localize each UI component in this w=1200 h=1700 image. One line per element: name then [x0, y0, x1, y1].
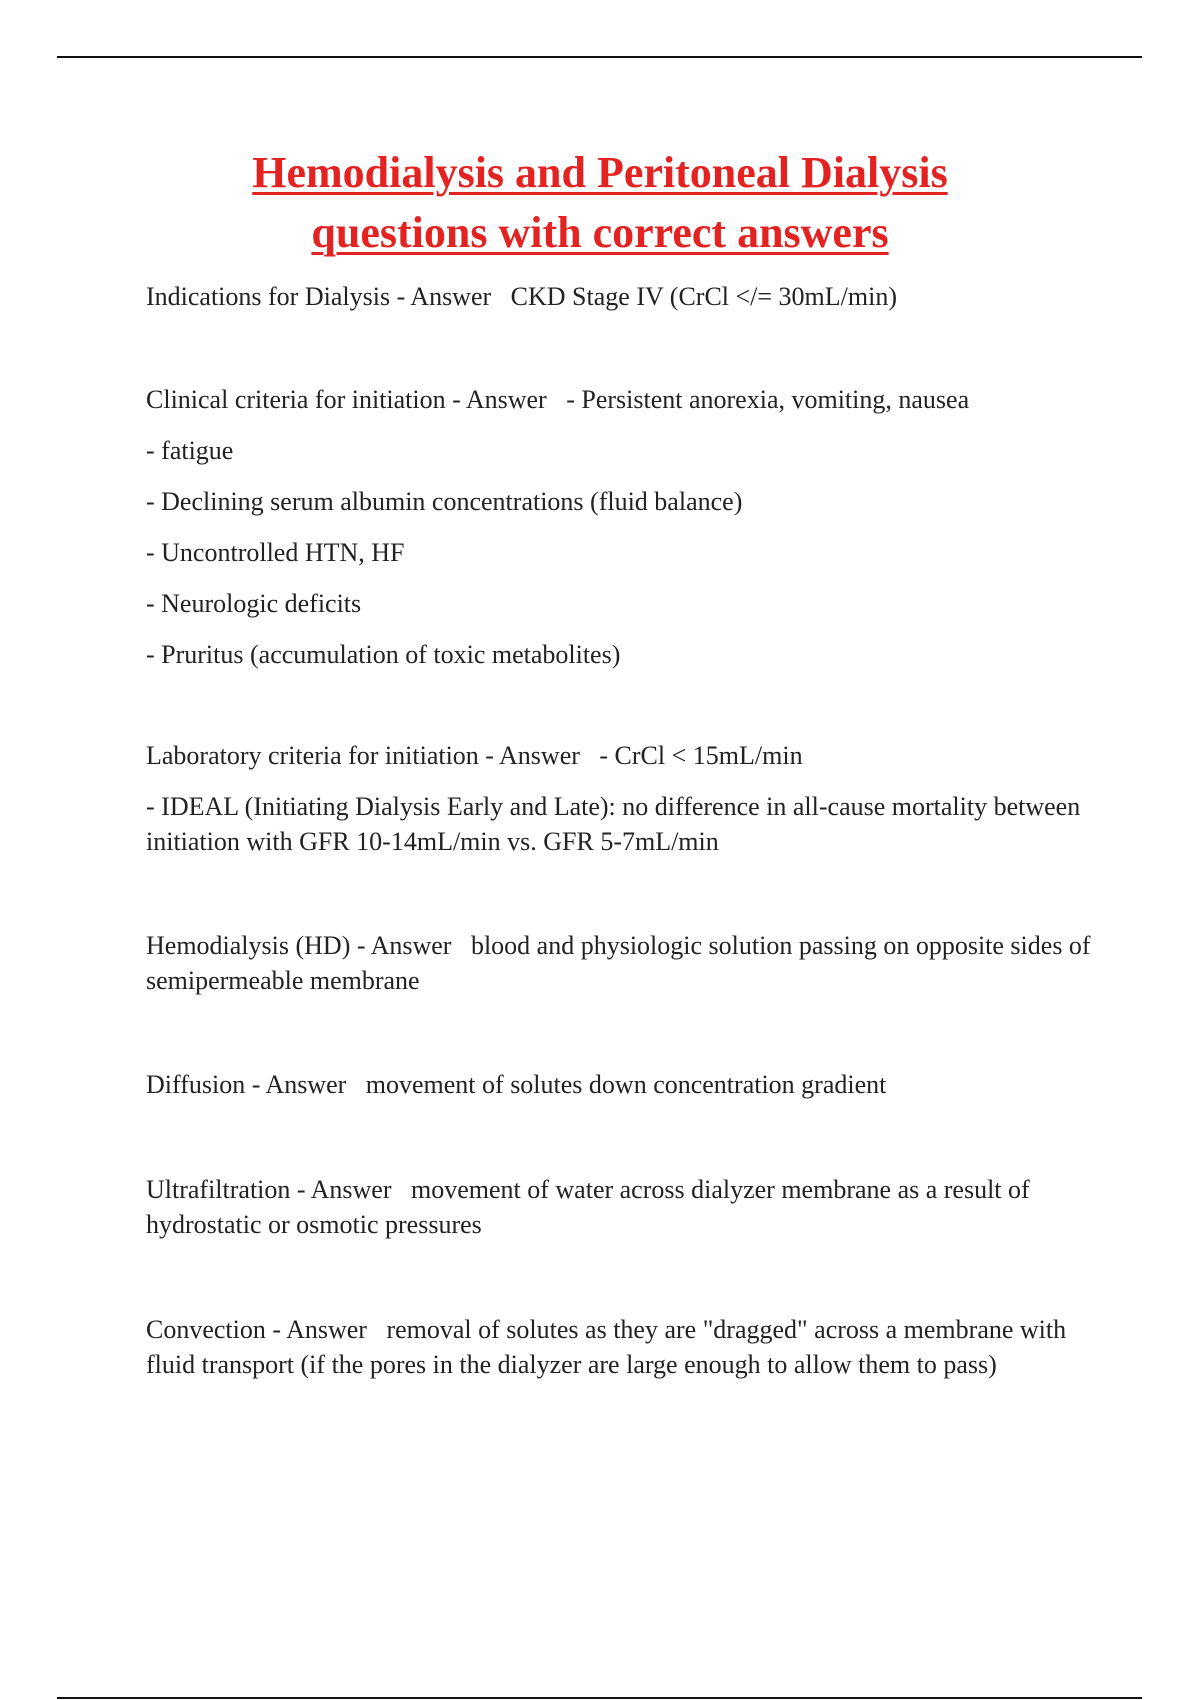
qa-line: - fatigue — [146, 436, 234, 465]
qa-line: - Neurologic deficits — [146, 589, 362, 618]
title-line-2: questions with correct answers — [311, 208, 889, 257]
qa-item-indications — [146, 279, 1106, 314]
qa-line: Diffusion - Answer movement of solutes down concentration gradient — [146, 1070, 887, 1099]
qa-line: Hemodialysis (HD) - Answer blood and physiologic solution passing on opposite sides of semipermeable membrane — [146, 931, 1098, 995]
qa-item-ultrafiltration — [146, 1172, 1106, 1242]
title-line-1: Hemodialysis and Peritoneal Dialysis — [252, 148, 948, 197]
bottom-divider — [57, 1697, 1142, 1699]
qa-line: Ultrafiltration - Answer movement of water across dialyzer membrane as a result of hydrostatic or osmotic pressures — [146, 1175, 1037, 1239]
qa-line: - Declining serum albumin concentrations (fluid balance) — [146, 487, 743, 516]
qa-line: Indications for Dialysis - Answer CKD Stage IV (CrCl </= 30mL/min) — [146, 282, 897, 311]
qa-line: Clinical criteria for initiation - Answer - Persistent anorexia, vomiting, nausea — [146, 385, 970, 414]
qa-line: Laboratory criteria for initiation - Answer - CrCl < 15mL/min — [146, 741, 803, 770]
qa-line: - Uncontrolled HTN, HF — [146, 538, 405, 567]
qa-list — [146, 279, 1106, 1382]
qa-line: Convection - Answer removal of solutes as they are "dragged" across a membrane with fluid transport (if the pores in the dialyzer are large enough to allow them to pass) — [146, 1315, 1073, 1379]
qa-line: - Pruritus (accumulation of toxic metabolites) — [146, 640, 621, 669]
top-divider — [57, 56, 1142, 58]
qa-item-convection — [146, 1312, 1106, 1382]
document-title — [100, 143, 1100, 263]
qa-item-hemodialysis — [146, 928, 1106, 998]
qa-line: - IDEAL (Initiating Dialysis Early and Late): no difference in all-cause mortality between initiation with GFR 10-14mL/min vs. GFR 5-7mL/min — [146, 792, 1087, 856]
qa-item-laboratory-criteria — [146, 738, 1106, 859]
qa-item-clinical-criteria — [146, 382, 1106, 672]
qa-item-diffusion — [146, 1067, 1106, 1102]
